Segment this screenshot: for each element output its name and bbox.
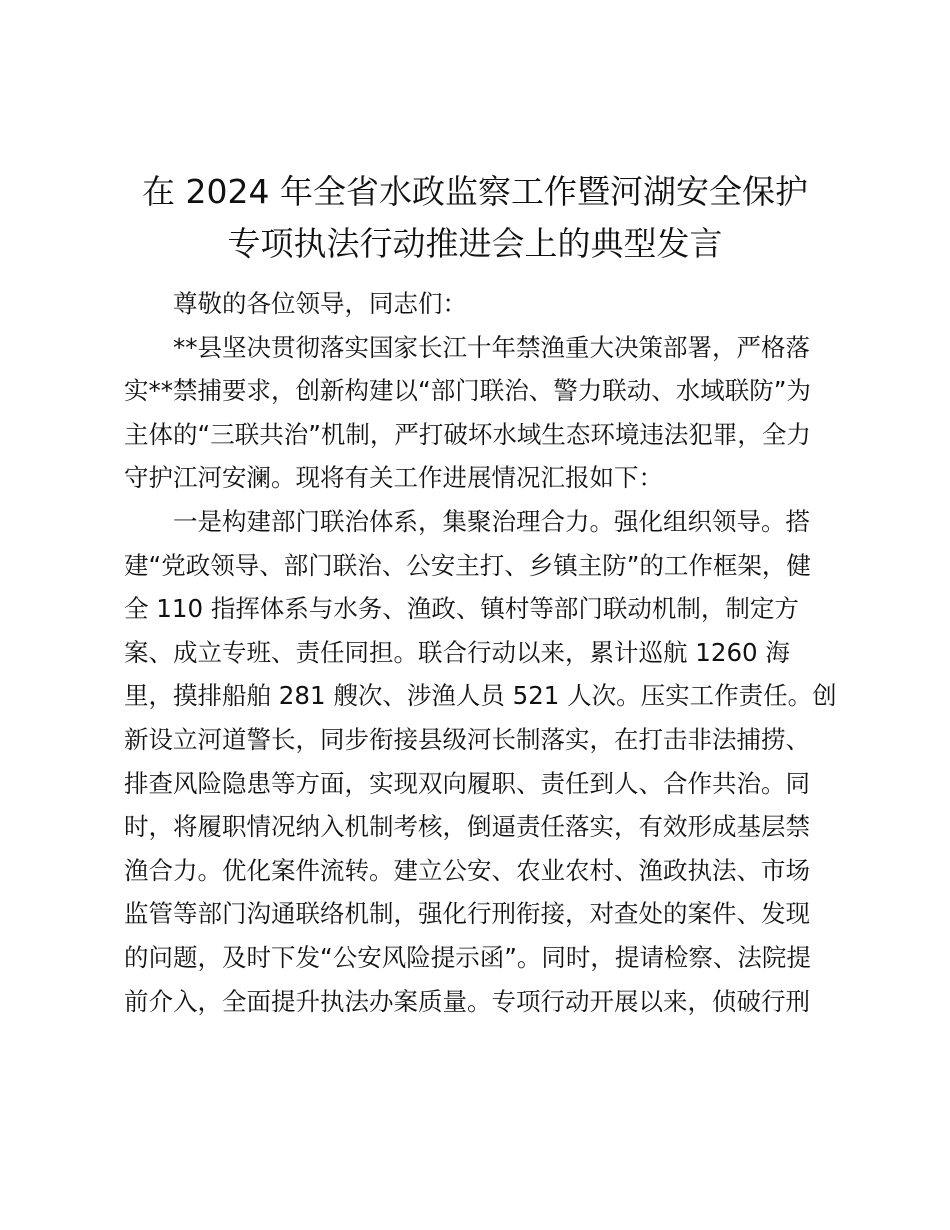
paragraph-line: 案、成立专班、责任同担。联合行动以来，累计巡航 1260 海 <box>124 637 790 667</box>
document-title <box>100 166 850 270</box>
paragraph-line: 监管等部门沟通联络机制，强化行刑衔接，对查处的案件、发现 <box>124 899 810 929</box>
paragraph-line: 里，摸排船舶 281 艘次、涉渔人员 521 人次。压实工作责任。创 <box>124 681 837 711</box>
paragraph-line: 主体的“三联共治”机制，严打破坏水域生态环境违法犯罪，全力 <box>124 419 811 449</box>
document-body <box>124 282 844 1023</box>
paragraph-line: 一是构建部门联治体系，集聚治理合力。强化组织领导。搭 <box>173 506 810 536</box>
paragraph-line: **县坚决贯彻落实国家长江十年禁渔重大决策部署，严格落 <box>173 332 810 362</box>
paragraph-line: 的问题，及时下发“公安风险提示函”。同时，提请检察、法院提 <box>124 942 811 972</box>
paragraph-line: 前介入，全面提升执法办案质量。专项行动开展以来，侦破行刑 <box>124 986 810 1016</box>
paragraph-line: 全 110 指挥体系与水务、渔政、镇村等部门联动机制，制定方 <box>124 594 799 624</box>
paragraph-line: 排查风险隐患等方面，实现双向履职、责任到人、合作共治。同 <box>124 768 810 798</box>
title-line-2: 专项执法行动推进会上的典型发言 <box>227 224 723 263</box>
paragraph-line: 时，将履职情况纳入机制考核，倒逼责任落实，有效形成基层禁 <box>124 812 810 842</box>
salutation-line: 尊敬的各位领导，同志们： <box>173 289 467 318</box>
paragraph-line: 新设立河道警长，同步衔接县级河长制落实，在打击非法捕捞、 <box>124 724 810 754</box>
paragraph-line: 渔合力。优化案件流转。建立公安、农业农村、渔政执法、市场 <box>124 855 810 885</box>
paragraph-line: 实**禁捕要求，创新构建以“部门联治、警力联动、水域联防”为 <box>124 376 811 406</box>
title-line-1: 在 2024 年全省水政监察工作暨河湖安全保护 <box>142 172 808 211</box>
paragraph-line: 守护江河安澜。现将有关工作进展情况汇报如下： <box>124 463 663 493</box>
paragraph-line: 建“党政领导、部门联治、公安主打、乡镇主防”的工作框架，健 <box>124 550 811 580</box>
